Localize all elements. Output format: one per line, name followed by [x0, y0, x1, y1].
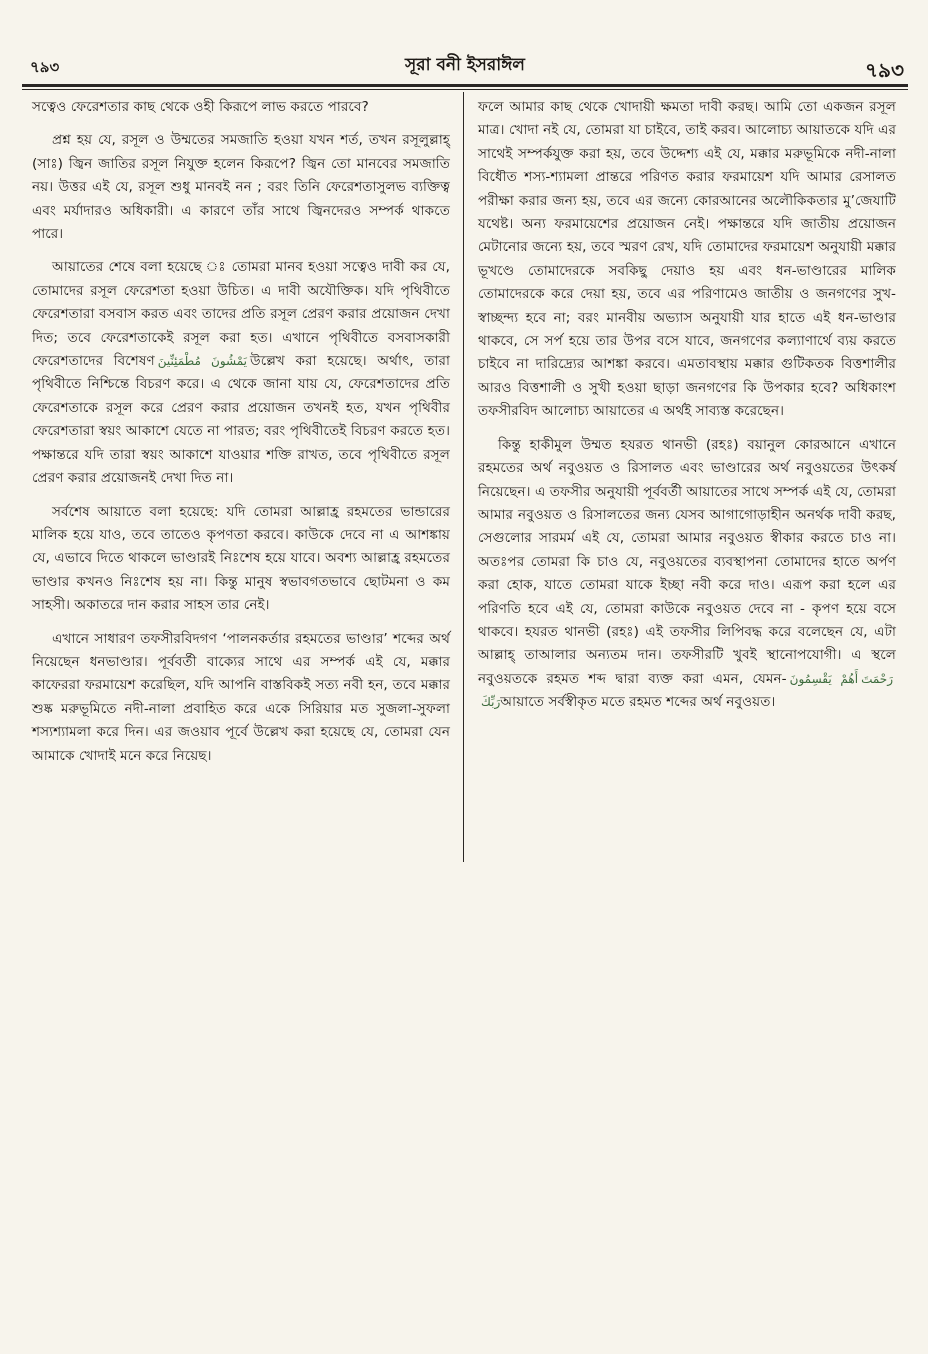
right-paragraph-2-text-a: কিন্তু হাকীমুল উম্মত হযরত থানভী (রহঃ) বয়ানুল কোরআনে এখানে রহমতের অর্থ নবুওয়ত ও রিসালত এবং ভাণ্ডারের অর্থ নবুওয়তের উৎকর্ষ নিয়েছেন। এ তফসীর অনুযায়ী পূর্ববর্তী আয়াতের সাথে সম্পর্ক এই যে, তোমরা আমার নবুওয়ত ও রিসালতের জন্য যেসব আগাগোড়াহীন অনর্থক দাবী করছ, সেগুলোর সারমর্ম এই যে, তোমরা আমার নবুওয়ত স্বীকার করতে চাও না। অতঃপর তোমরা কি চাও যে, নবুওয়তের ব্যবস্থাপনা তোমাদের হাতে অর্পণ করা হোক, যাতে তোমরা যাকে ইচ্ছা নবী করে দাও। এরূপ করা হলে এর পরিণতি হবে এই যে, তোমরা কাউকে নবুওয়ত দেবে না - কৃপণ হয়ে বসে থাকবে। হযরত থানভী (রহঃ) এই তফসীর লিপিবদ্ধ করে বলেছেন যে, এটা আল্লাহ্ তাআলার অন্যতম দান। তফসীরটি খুবই স্থানোপযোগী। এ স্থলে নবুওয়তকে রহমত শব্দ দ্বারা ব্যক্ত করা এমন, যেমন- [478, 436, 896, 687]
left-column [32, 96, 450, 778]
left-paragraph-3-text-a: আয়াতের শেষে বলা হয়েছে ঃ তোমরা মানব হওয়া সত্বেও দাবী কর যে, তোমাদের রসূল ফেরেশতা হওয়া উচিত। এ দাবী অযৌক্তিক। যদি পৃথিবীতে ফেরেশতারা বসবাস করত এবং তাদের প্রতি রসূল প্রেরণ করার প্রয়োজন দেখা দিত; তবে ফেরেশতাকেই রসূল করা হত। এখানে পৃথিবীতে বসবাসকারী ফেরেশতাদের বিশেষণ [32, 259, 450, 370]
arabic-quote-yamshuna: يَمْشُونَ مُطْمَئِنِّينَ [157, 354, 248, 369]
arabic-quote-rahmata-rabbika: رَحْمَتَ رَبِّكَ [481, 671, 893, 710]
page-header [22, 46, 908, 82]
right-column [478, 96, 896, 725]
left-paragraph-3-text-b: উল্লেখ করা হয়েছে। অর্থাৎ, তারা পৃথিবীতে নিশ্চিন্তে বিচরণ করে। এ থেকে জানা যায় যে, ফেরেশতাদের প্রতি ফেরেশতাকে রসূল করে প্রেরণ করার প্রয়োজন তখনই হত, যখন পৃথিবীর ফেরেশতারা স্বয়ং আকাশে যেতে না পারত; বরং পৃথিবীতেই বিচরণ করতে হত। পক্ষান্তরে যদি তারা স্বয়ং আকাশে যাওয়ার শক্তি রাখত, তবে পৃথিবীতে রসূল প্রেরণ করার প্রয়োজনই দেখা দিত না। [32, 353, 451, 487]
left-paragraph-2: প্রশ্ন হয় যে, রসূল ও উম্মতের সমজাতি হওয়া যখন শর্ত, তখন রসূলুল্লাহ্ (সাঃ) জ্বিন জাতির রসূল নিযুক্ত হলেন কিরূপে? জ্বিন তো মানবের সমজাতি নয়। উত্তর এই যে, রসূল শুধু মানবই নন ; বরং তিনি ফেরেশতাসুলভ ব্যক্তিত্ব এবং মর্যাদারও অধিকারী। এ কারণে তাঁর সাথে জ্বিনদেরও সম্পর্ক থাকতে পারে। [32, 132, 450, 243]
page-number-right: ৭৯৩ [865, 58, 904, 82]
left-paragraph-4: সর্বশেষ আয়াতে বলা হয়েছে: যদি তোমরা আল্লাহ্র রহমতের ভান্ডারের মালিক হয়ে যাও, তবে তাতেও কৃপণতা করবে। কাউকে দেবে না এ আশঙ্কায় যে, এভাবে দিতে থাকলে ভাণ্ডারই নিঃশেষ হয়ে যাবে। অবশ্য আল্লাহ্র রহমতের ভাণ্ডার কখনও নিঃশেষ হয় না। কিন্তু মানুষ স্বভাবগতভাবে ছোটমনা ও কম সাহসী। অকাতরে দান করার সাহস তার নেই। [32, 503, 450, 614]
left-paragraph-3 [32, 256, 450, 490]
running-title: সূরা বনী ইসরাঈল [405, 55, 525, 75]
header-rule-thick [22, 84, 908, 87]
column-divider [463, 92, 464, 862]
left-paragraph-5: এখানে সাধারণ তফসীরবিদগণ ‘পালনকর্তার রহমতের ভাণ্ডার’ শব্দের অর্থ নিয়েছেন ধনভাণ্ডার। পূর্ববর্তী বাক্যের সাথে এর সম্পর্ক এই যে, মক্কার কাফেররা ফরমায়েশ করেছিল, যদি আপনি বাস্তবিকই সত্য নবী হন, তবে মক্কার শুষ্ক মরুভূমিতে নদী-নালা প্রবাহিত করে একে সিরিয়ার মত সুজলা-সুফলা শস্যশ্যামলা করে দিন। এর জওয়াব পূর্বে উল্লেখ করা হয়েছে যে, তোমরা যেন আমাকে খোদাই মনে করে নিয়েছ। [32, 630, 450, 764]
left-paragraph-1: সত্বেও ফেরেশতার কাছ থেকে ওহী কিরূপে লাভ করতে পারবে? [32, 99, 369, 115]
blank-lower-page [0, 870, 928, 1354]
right-paragraph-1: ফলে আমার কাছ থেকে খোদায়ী ক্ষমতা দাবী করছ। আমি তো একজন রসূল মাত্র। খোদা নই যে, তোমরা যা চাইবে, তাই করব। আলোচ্য আয়াতকে যদি এর সাথেই সম্পর্কযুক্ত করা হয়, তবে উদ্দেশ্য এই যে, মক্কার মরুভূমিকে নদী-নালা বিধৌত শস্য-শ্যামলা প্রান্তরে পরিণত করার ফরমায়েশ যদি আমার রেসালত পরীক্ষা করার জন্য হয়, তবে এর জন্যে কোরআনের অলৌকিকতার মু’জেযাটি যথেষ্ট। অন্য ফরমায়েশের প্রয়োজন নেই। পক্ষান্তরে যদি জাতীয় প্রয়োজন মেটানোর জন্যে হয়, তবে স্মরণ রেখ, যদি তোমাদের ফরমায়েশ অনুযায়ী মক্কার ভূখণ্ডে তোমাদেরকে সবকিছু দেয়াও হয় এবং ধন-ভাণ্ডারের মালিক তোমাদেরকে করে দেয়া হয়, তবে এর পরিণামেও জাতীয় ও জনগণের সুখ-স্বাচ্ছন্দ্য হবে না; বরং মানবীয় অভ্যাস অনুযায়ী যার হাতে এই ধন-ভাণ্ডার থাকবে, সে সর্প হয়ে তার উপর বসে যাবে, জনগণের কল্যাণার্থে ব্যয় করতে চাইবে না দারিদ্র্যের আশঙ্কা করবে। এমতাবস্থায় মক্কার গুটিকতক বিত্তশালীর আরও বিত্তশালী ও সুখী হওয়া ছাড়া জনগণের কি উপকার হবে? অধিকাংশ তফসীরবিদ আলোচ্য আয়াতের এ অর্থই সাব্যস্ত করেছেন। [478, 99, 896, 420]
header-rule-thin [22, 89, 908, 90]
arabic-quote-ahum-yaqsimuna: أَهُمْ يَقْسِمُونَ [789, 671, 859, 686]
right-paragraph-2-text-b: আয়াতে সর্বস্বীকৃত মতে রহমত শব্দের অর্থ নবুওয়ত। [500, 694, 776, 711]
right-paragraph-2 [478, 434, 896, 715]
page-number-left: ৭৯৩ [30, 58, 60, 76]
